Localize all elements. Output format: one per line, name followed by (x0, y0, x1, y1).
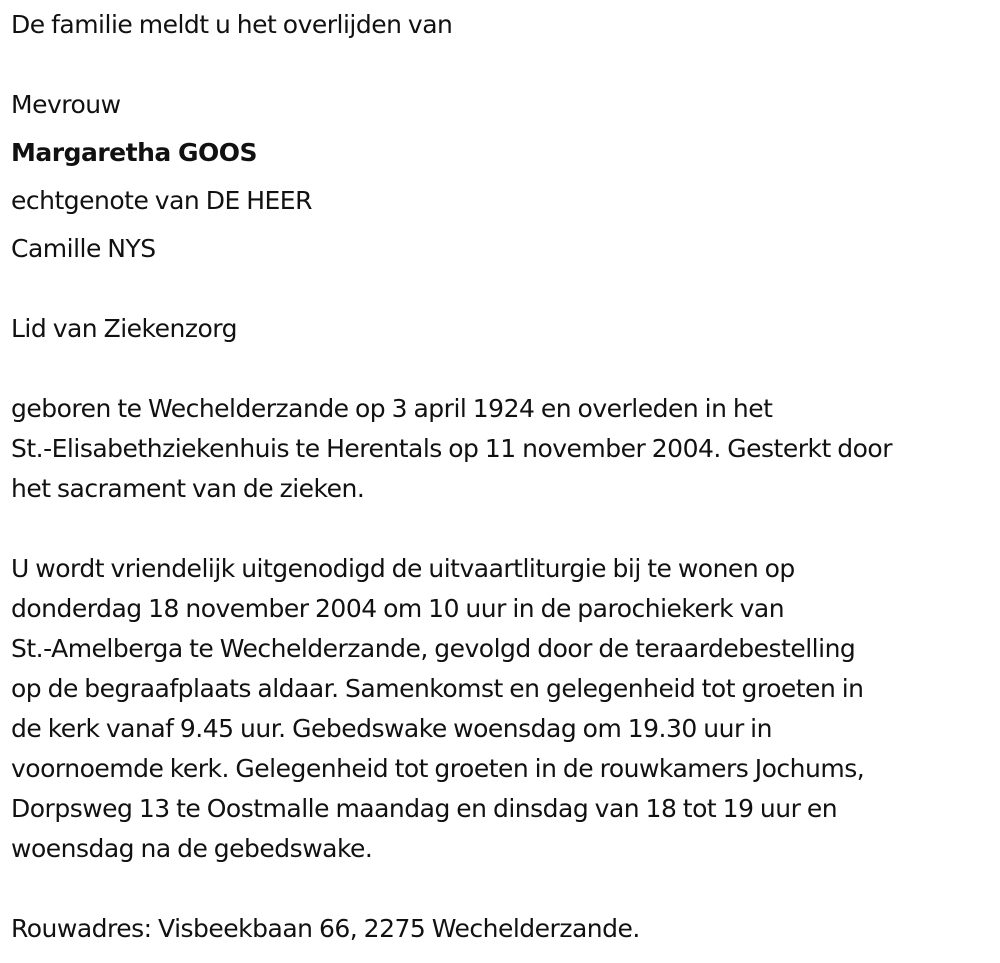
funeral-line: St.-Amelberga te Wechelderzande, gevolgd door de teraardebestelling (11, 634, 856, 663)
mourning-address: Rouwadres: Visbeekbaan 66, 2275 Wechelderzande. (11, 914, 640, 943)
funeral-line: donderdag 18 november 2004 om 10 uur in de parochiekerk van (11, 594, 785, 623)
birth-death-line: St.-Elisabethziekenhuis te Herentals op 11 november 2004. Gesterkt door (11, 434, 892, 463)
funeral-line: U wordt vriendelijk uitgenodigd de uitvaartliturgie bij te wonen op (11, 554, 795, 583)
birth-death-line: het sacrament van de zieken. (11, 474, 365, 503)
spouse-line: echtgenote van DE HEER (11, 186, 312, 215)
birth-death-line: geboren te Wechelderzande op 3 april 1924 en overleden in het (11, 394, 773, 423)
funeral-line: Dorpsweg 13 te Oostmalle maandag en dinsdag van 18 tot 19 uur en (11, 794, 838, 823)
funeral-line: woensdag na de gebedswake. (11, 834, 373, 863)
deceased-name: Margaretha GOOS (11, 138, 257, 167)
spouse-name: Camille NYS (11, 234, 156, 263)
funeral-line: op de begraafplaats aldaar. Samenkomst en gelegenheid tot groeten in (11, 674, 864, 703)
membership: Lid van Ziekenzorg (11, 314, 237, 343)
funeral-line: voornoemde kerk. Gelegenheid tot groeten in de rouwkamers Jochums, (11, 754, 865, 783)
intro-text: De familie meldt u het overlijden van (11, 10, 453, 39)
funeral-line: de kerk vanaf 9.45 uur. Gebedswake woensdag om 19.30 uur in (11, 714, 772, 743)
salutation: Mevrouw (11, 90, 121, 119)
